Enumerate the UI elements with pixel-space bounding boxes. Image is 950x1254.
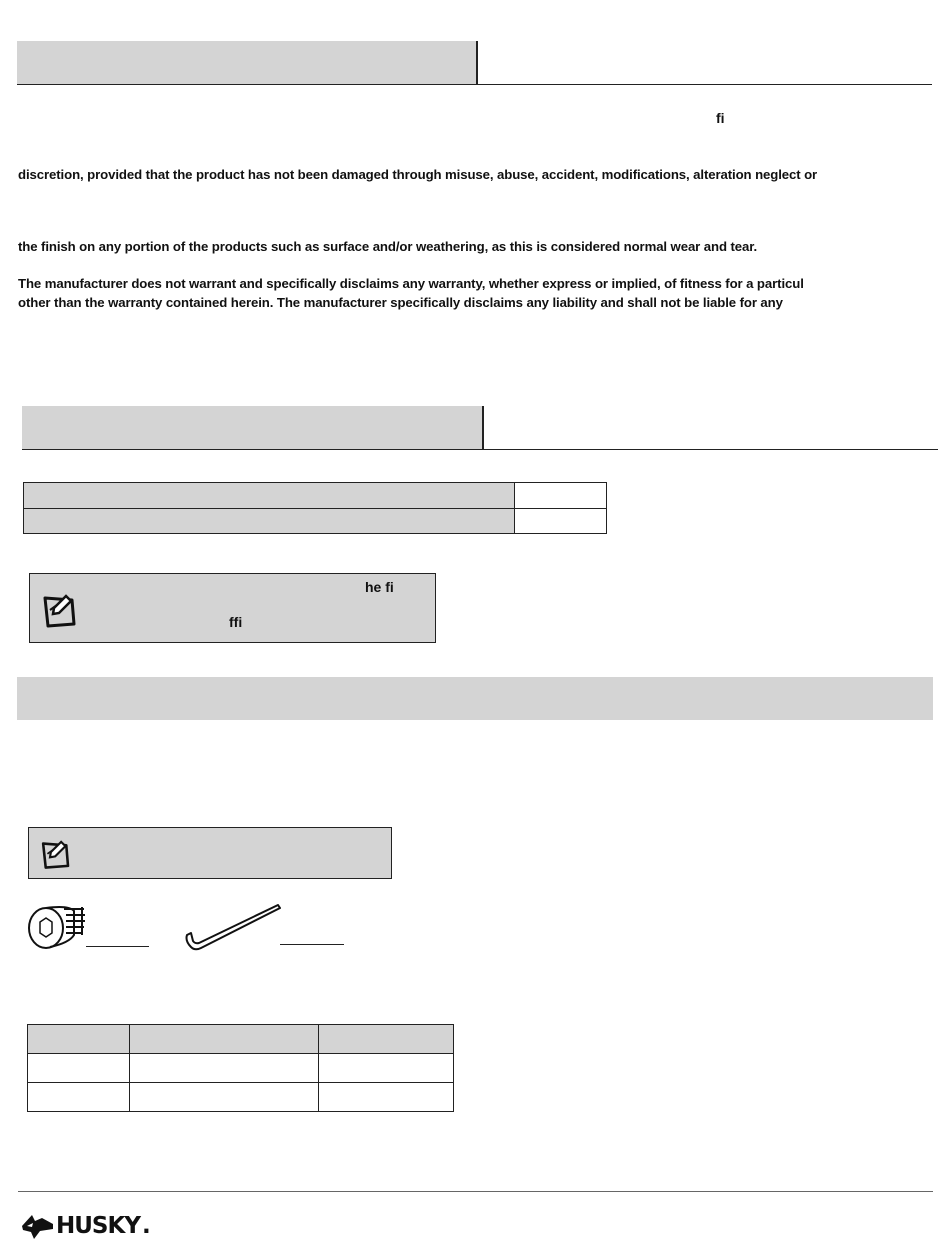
husky-logo xyxy=(20,1212,150,1240)
table-cell xyxy=(28,1025,130,1054)
parts-table xyxy=(27,1024,454,1112)
note-box-2 xyxy=(28,827,392,879)
husky-wordmark-dot: . xyxy=(141,1212,150,1239)
hex-key-quantity-line xyxy=(280,944,344,945)
warranty-line-discretion: discretion, provided that the product has not been damaged through misuse, abuse, accident, modifications, alteration neglect or xyxy=(18,167,818,182)
preinstall-section-header xyxy=(22,406,483,449)
preinstall-header-rule xyxy=(22,449,938,450)
table-cell xyxy=(319,1025,454,1054)
table-cell xyxy=(129,1054,319,1083)
note1-fragment-2: ffi xyxy=(229,614,243,630)
planning-table xyxy=(23,482,607,534)
warranty-header-divider xyxy=(476,41,478,84)
warranty-header-rule xyxy=(17,84,932,85)
note-pad-icon xyxy=(38,835,74,871)
table-row xyxy=(24,483,607,509)
note-pad-icon xyxy=(40,588,80,630)
button-head-screw-icon xyxy=(24,895,86,955)
note1-fragment-1: he fi xyxy=(365,579,394,595)
table-cell xyxy=(515,509,607,534)
warranty-line-disclaim: The manufacturer does not warrant and specifically disclaims any warranty, whether express or implied, of fitness for a particul xyxy=(18,276,804,291)
preinstall-header-divider xyxy=(482,406,484,449)
table-cell xyxy=(28,1083,130,1112)
table-cell xyxy=(129,1025,319,1054)
warranty-line-liability: other than the warranty contained herein. The manufacturer specifically disclaims any liability and shall not be liable for any xyxy=(18,295,783,310)
husky-wordmark: HUSKY xyxy=(56,1212,140,1239)
table-row xyxy=(24,509,607,534)
table-cell xyxy=(515,483,607,509)
footer-rule xyxy=(18,1191,933,1192)
table-cell xyxy=(319,1054,454,1083)
table-row xyxy=(28,1054,454,1083)
hex-key-icon xyxy=(183,903,283,953)
husky-dog-head-icon xyxy=(20,1212,54,1240)
table-cell xyxy=(319,1083,454,1112)
table-cell xyxy=(24,509,515,534)
table-row xyxy=(28,1025,454,1054)
warranty-line1-fragment: fi xyxy=(716,110,725,126)
table-row xyxy=(28,1083,454,1112)
warranty-section-header xyxy=(17,41,477,84)
warranty-line-finish: the finish on any portion of the products such as surface and/or weathering, as this is considered normal wear and tear. xyxy=(18,239,758,254)
screw-quantity-line xyxy=(86,946,149,947)
package-contents-section-header xyxy=(17,677,933,720)
table-cell xyxy=(28,1054,130,1083)
table-cell xyxy=(129,1083,319,1112)
note-box-1 xyxy=(29,573,436,643)
table-cell xyxy=(24,483,515,509)
